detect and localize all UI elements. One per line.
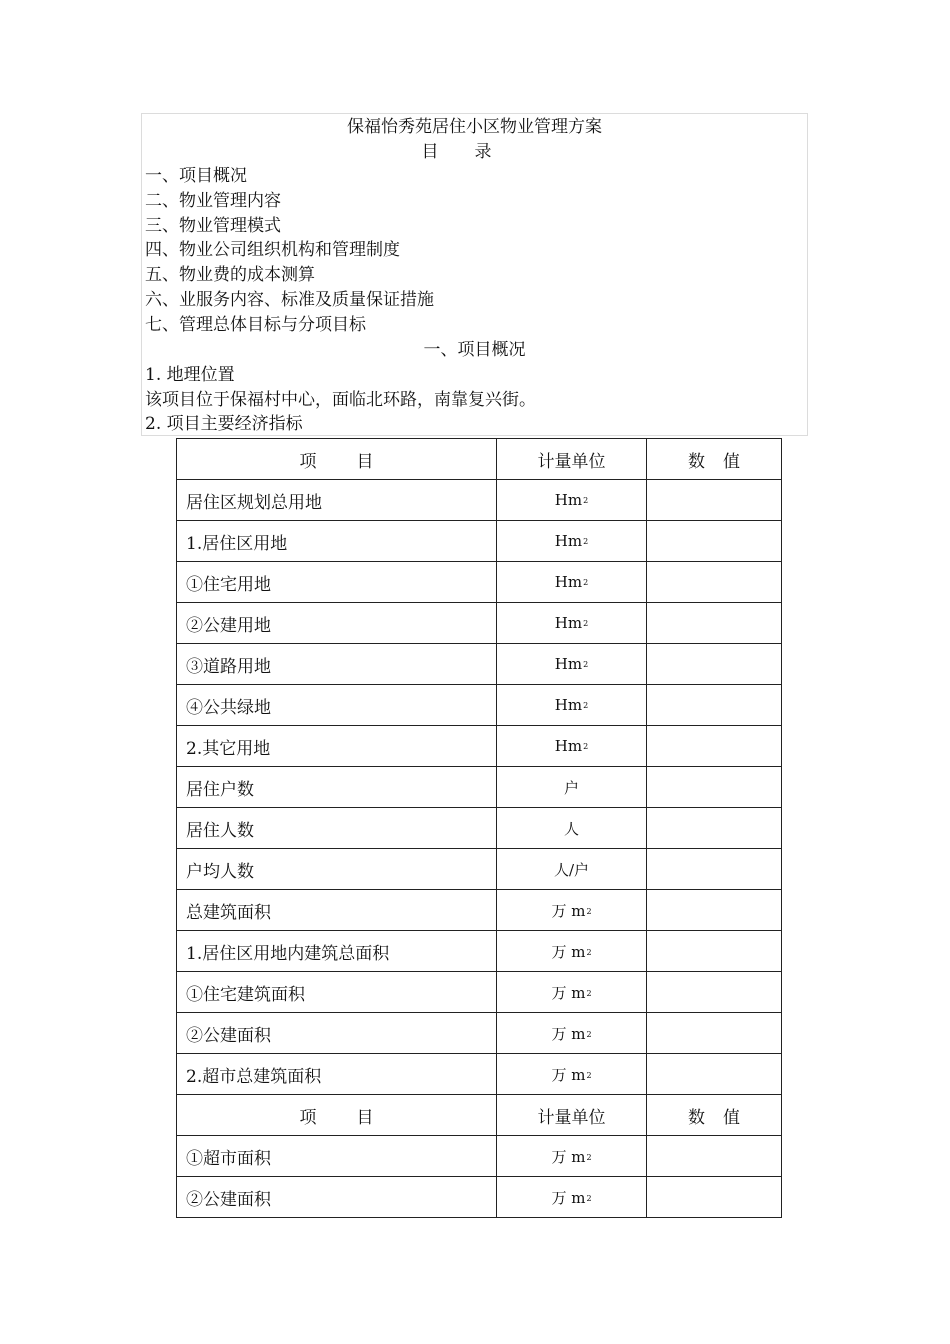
table-row: [177, 480, 782, 521]
table-row: [177, 685, 782, 726]
unit-text: Hm: [554, 491, 583, 509]
unit-cell: [497, 972, 647, 1013]
table-row: [177, 562, 782, 603]
value-cell: [647, 890, 782, 931]
toc-item: 三、物业管理模式: [145, 216, 281, 236]
unit-cell: [497, 480, 647, 521]
unit-cell: [497, 685, 647, 726]
unit-cell: [497, 1177, 647, 1218]
unit-cell: [497, 931, 647, 972]
header-value: 数值: [647, 1095, 782, 1136]
toc-item: 一、项目概况: [145, 166, 247, 186]
item-cell: 2.超市总建筑面积: [177, 1054, 497, 1095]
unit-cell: [497, 521, 647, 562]
item-cell: 居住户数: [177, 767, 497, 808]
item-cell: ①超市面积: [177, 1136, 497, 1177]
unit-exponent: 2: [583, 537, 589, 546]
unit-cell: [497, 1136, 647, 1177]
value-cell: [647, 849, 782, 890]
value-cell: [647, 1013, 782, 1054]
value-cell: [647, 931, 782, 972]
toc-item: 四、物业公司组织机构和管理制度: [145, 240, 400, 260]
section-heading: 一、项目概况: [423, 340, 526, 360]
item-cell: 总建筑面积: [177, 890, 497, 931]
unit-text: 人: [563, 819, 579, 838]
table-row: [177, 1013, 782, 1054]
unit-cell: [497, 726, 647, 767]
table-row: [177, 931, 782, 972]
unit-cell: [497, 808, 647, 849]
table-row: [177, 808, 782, 849]
toc-item: 五、物业费的成本测算: [145, 265, 315, 285]
header-unit: 计量单位: [497, 1095, 647, 1136]
table-row: [177, 726, 782, 767]
unit-text: Hm: [554, 614, 583, 632]
value-cell: [647, 767, 782, 808]
unit-text: Hm: [554, 573, 583, 591]
item-cell: 1.居住区用地内建筑总面积: [177, 931, 497, 972]
item-cell: ④公共绿地: [177, 685, 497, 726]
subheading-location: 1. 地理位置: [145, 365, 235, 385]
unit-text: 万 m: [551, 983, 586, 1002]
unit-cell: [497, 562, 647, 603]
unit-exponent: 2: [586, 1152, 592, 1162]
value-cell: [647, 685, 782, 726]
unit-text: 万 m: [551, 901, 586, 920]
subheading-indicators: 2. 项目主要经济指标: [145, 414, 303, 434]
value-cell: [647, 972, 782, 1013]
value-cell: [647, 480, 782, 521]
unit-exponent: 2: [586, 1070, 592, 1080]
unit-cell: [497, 1054, 647, 1095]
location-text: 该项目位于保福村中心，面临北环路，南靠复兴街。: [145, 390, 536, 410]
unit-exponent: 2: [583, 619, 589, 628]
unit-text: Hm: [554, 655, 583, 673]
value-cell: [647, 562, 782, 603]
item-cell: ②公建面积: [177, 1177, 497, 1218]
unit-text: 万 m: [551, 1147, 586, 1166]
unit-text: Hm: [554, 737, 583, 755]
table-row: [177, 1177, 782, 1218]
table-header-row: [177, 1095, 782, 1136]
table-row: [177, 644, 782, 685]
toc-item: 六、业服务内容、标准及质量保证措施: [145, 290, 434, 310]
toc-heading: 目录: [421, 142, 528, 162]
intro-section: [141, 113, 808, 436]
item-cell: 居住区规划总用地: [177, 480, 497, 521]
unit-text: 人/户: [553, 860, 590, 879]
unit-cell: [497, 644, 647, 685]
unit-exponent: 2: [583, 701, 589, 710]
value-cell: [647, 1054, 782, 1095]
table-header-row: [177, 439, 782, 480]
header-item: 项目: [177, 1095, 497, 1136]
header-value: 数值: [647, 439, 782, 480]
unit-text: Hm: [554, 532, 583, 550]
value-cell: [647, 644, 782, 685]
unit-text: Hm: [554, 696, 583, 714]
toc-item: 二、物业管理内容: [145, 191, 281, 211]
unit-cell: [497, 767, 647, 808]
unit-exponent: 2: [586, 988, 592, 998]
table-row: [177, 1054, 782, 1095]
table-row: [177, 603, 782, 644]
unit-text: 万 m: [551, 942, 586, 961]
table-row: [177, 1136, 782, 1177]
unit-text: 户: [563, 778, 579, 797]
value-cell: [647, 808, 782, 849]
item-cell: ①住宅建筑面积: [177, 972, 497, 1013]
item-cell: 2.其它用地: [177, 726, 497, 767]
item-cell: ②公建用地: [177, 603, 497, 644]
value-cell: [647, 603, 782, 644]
item-cell: 居住人数: [177, 808, 497, 849]
unit-cell: [497, 603, 647, 644]
table-row: [177, 521, 782, 562]
item-cell: 户均人数: [177, 849, 497, 890]
unit-text: 万 m: [551, 1188, 586, 1207]
unit-cell: [497, 1013, 647, 1054]
item-cell: ③道路用地: [177, 644, 497, 685]
economic-indicators-table: [176, 438, 782, 1218]
table-row: [177, 972, 782, 1013]
unit-exponent: 2: [586, 1029, 592, 1039]
unit-cell: [497, 849, 647, 890]
unit-cell: [497, 890, 647, 931]
header-unit: 计量单位: [497, 439, 647, 480]
item-cell: 1.居住区用地: [177, 521, 497, 562]
unit-exponent: 2: [583, 660, 589, 669]
table-row: [177, 767, 782, 808]
unit-exponent: 2: [586, 906, 592, 916]
toc-item: 七、管理总体目标与分项目标: [145, 315, 366, 335]
value-cell: [647, 1177, 782, 1218]
item-cell: ②公建面积: [177, 1013, 497, 1054]
value-cell: [647, 726, 782, 767]
value-cell: [647, 1136, 782, 1177]
item-cell: ①住宅用地: [177, 562, 497, 603]
unit-exponent: 2: [586, 1193, 592, 1203]
unit-text: 万 m: [551, 1065, 586, 1084]
unit-exponent: 2: [583, 742, 589, 751]
unit-exponent: 2: [583, 496, 589, 505]
document-title: 保福怡秀苑居住小区物业管理方案: [347, 117, 602, 137]
unit-text: 万 m: [551, 1024, 586, 1043]
unit-exponent: 2: [583, 578, 589, 587]
table-row: [177, 849, 782, 890]
value-cell: [647, 521, 782, 562]
unit-exponent: 2: [586, 947, 592, 957]
header-item: 项目: [177, 439, 497, 480]
table-row: [177, 890, 782, 931]
